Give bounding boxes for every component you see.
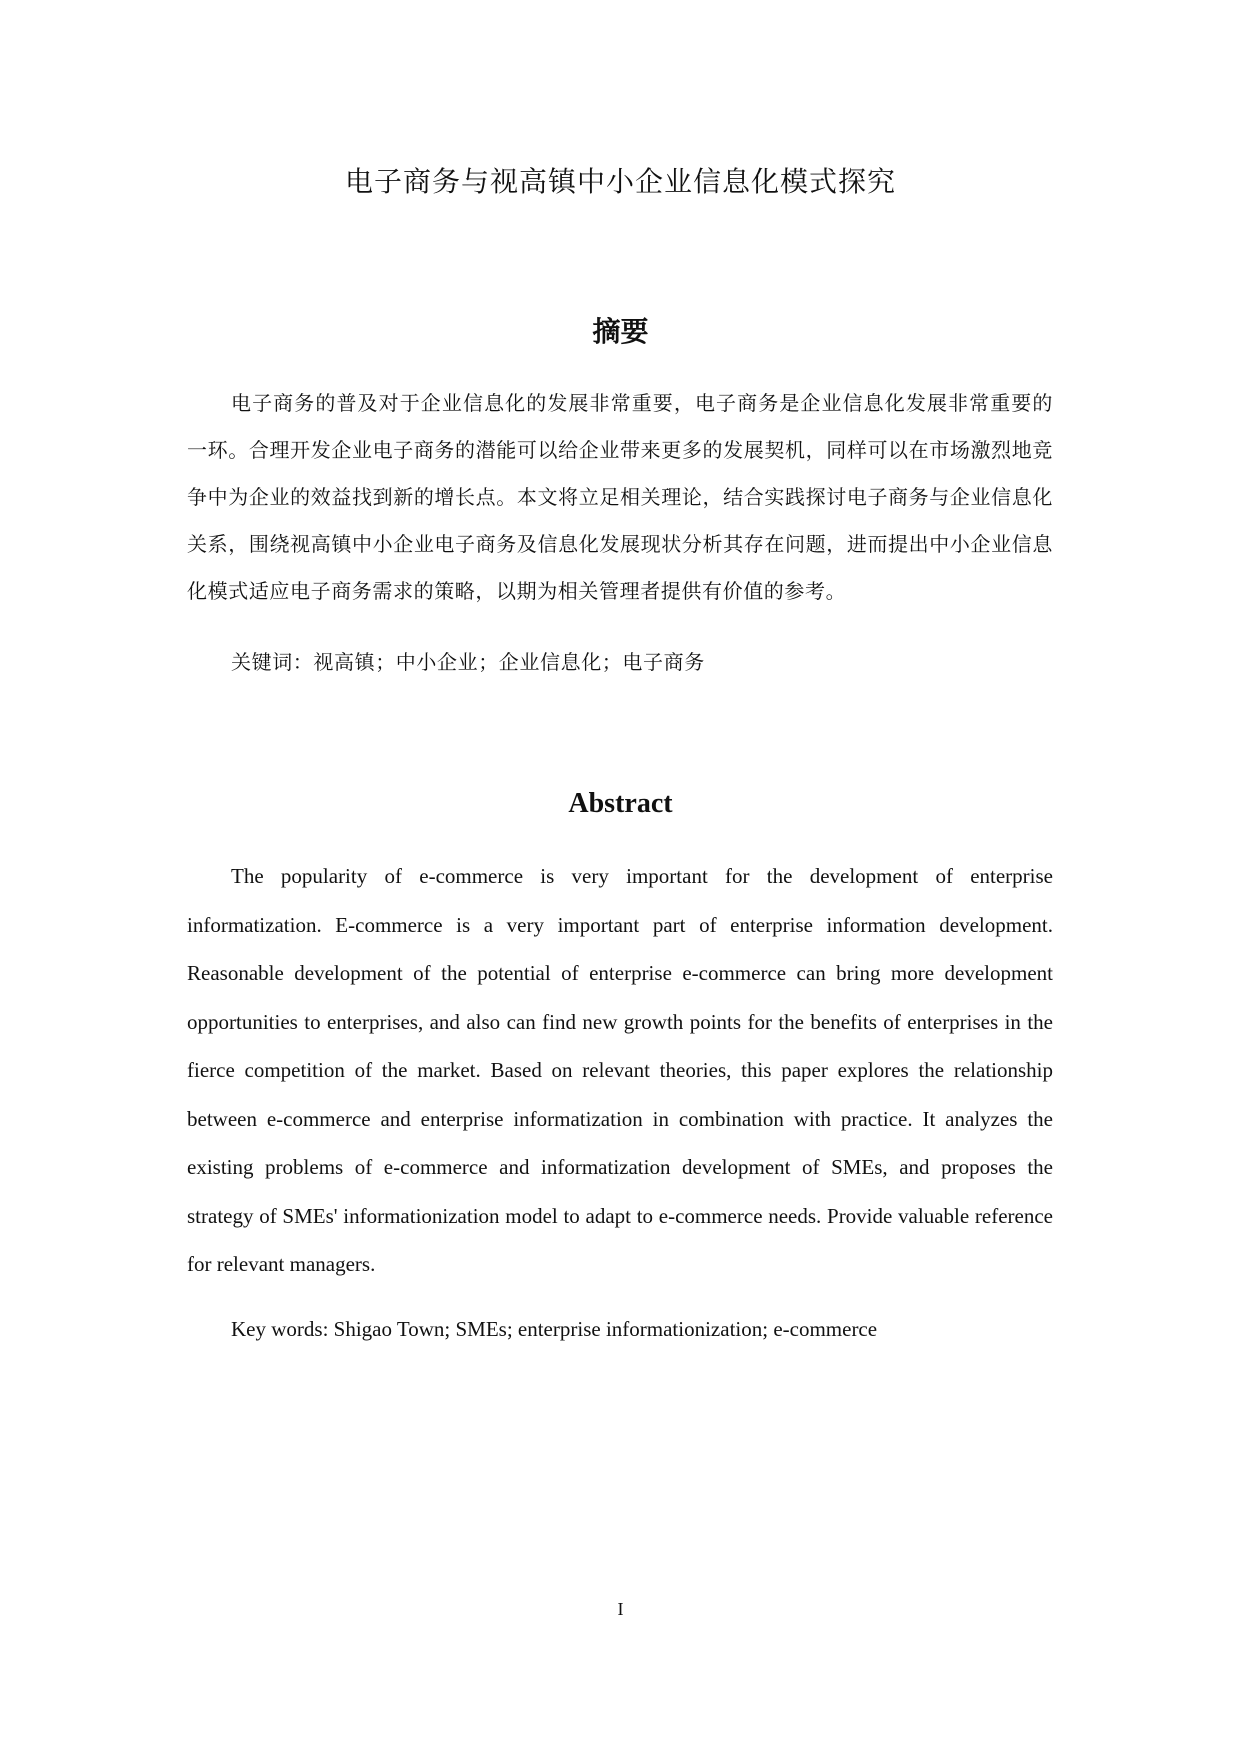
paper-title: 电子商务与视高镇中小企业信息化模式探究	[344, 165, 896, 198]
chinese-keywords: 关键词：视高镇；中小企业；企业信息化；电子商务	[231, 650, 705, 674]
english-abstract-heading: Abstract	[568, 788, 673, 819]
chinese-abstract-heading: 摘要	[592, 315, 649, 348]
english-keywords: Key words: Shigao Town; SMEs; enterprise informationization; e-commerce	[231, 1317, 878, 1341]
chinese-abstract-body: 电子商务的普及对于企业信息化的发展非常重要，电子商务是企业信息化发展非常重要的一环。合理开发企业电子商务的潜能可以给企业带来更多的发展契机，同样可以在市场激烈地竞争中为企业的效益找到新的增长点。本文将立足相关理论，结合实践探讨电子商务与企业信息化关系，围绕视高镇中小企业电子商务及信息化发展现状分析其存在问题，进而提出中小企业信息化模式适应电子商务需求的策略，以期为相关管理者提供有价值的参考。	[187, 391, 1053, 603]
english-abstract-body: The popularity of e-commerce is very important for the development of enterprise informatization. E-commerce is a very important part of enterprise information development. Reasonable development of the potential of enterprise e-commerce can bring more development opportunities to enterprises, and also can find new growth points for the benefits of enterprises in the fierce competition of the market. Based on relevant theories, this paper explores the relationship between e-commerce and enterprise informatization in combination with practice. It analyzes the existing problems of e-commerce and informatization development of SMEs, and proposes the strategy of SMEs' informationization model to adapt to e-commerce needs. Provide valuable reference for relevant managers.	[187, 864, 1053, 1276]
page-number: I	[617, 1599, 624, 1619]
